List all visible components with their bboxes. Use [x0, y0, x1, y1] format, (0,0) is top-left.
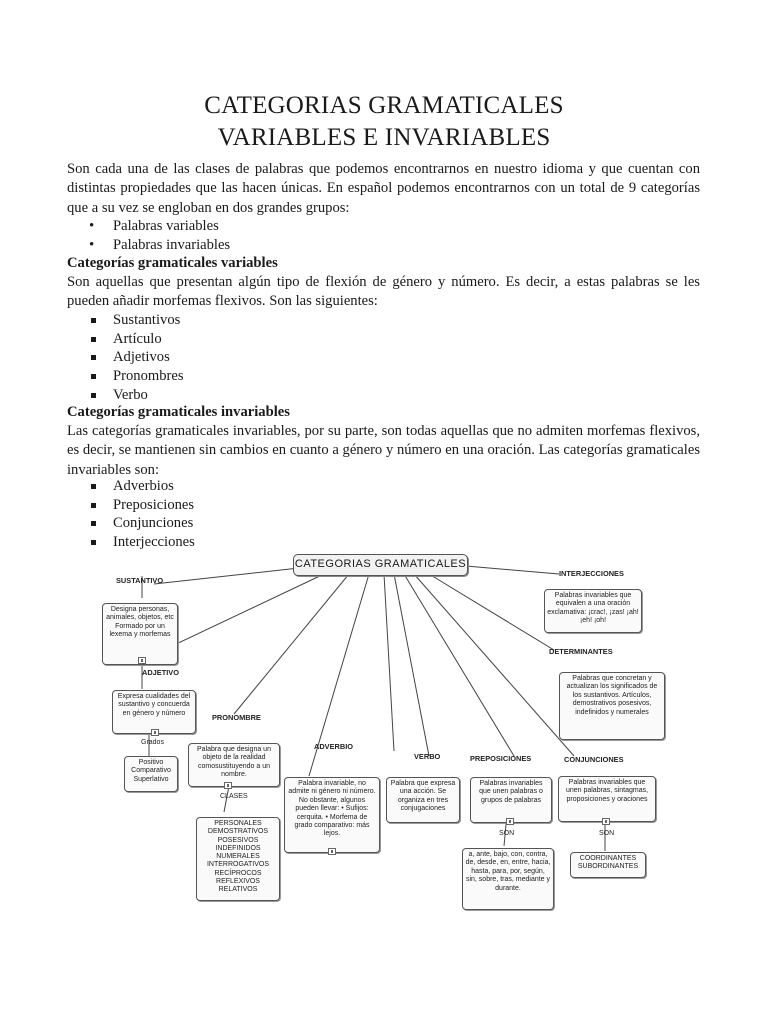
- sustantivo-label: SUSTANTIVO: [116, 576, 164, 585]
- pronombre-node: Palabra que designa un objeto de la realidad comosustituyendo a un nombre.: [188, 743, 280, 787]
- list-item: • Palabras variables: [67, 217, 230, 236]
- adjetivo-sub-label: Grados: [141, 739, 164, 746]
- list-item: Artículo: [67, 330, 184, 349]
- page-title-line2: VARIABLES E INVARIABLES: [217, 124, 551, 151]
- preposiciones-sub-label: SON: [499, 830, 515, 837]
- variables-paragraph: Son aquellas que presentan algún tipo de flexión de género y número. Es decir, a estas palabras se les pueden añadir morfemas flexivos. Son las siguientes:: [67, 274, 700, 310]
- list-item: Verbo: [67, 386, 184, 405]
- link-icon: [328, 848, 336, 855]
- invariables-list: [67, 477, 195, 552]
- variables-list: [67, 311, 184, 405]
- page-title-line1: CATEGORIAS GRAMATICALES: [204, 92, 564, 119]
- invariables-heading: Categorías gramaticales invariables: [67, 404, 290, 420]
- verbo-label: VERBO: [414, 752, 441, 761]
- preposiciones-list-node: a, ante, bajo, con, contra, de, desde, en, entre, hacia, hasta, para, por, según, sin, sobre, tras, mediante y durante.: [462, 848, 554, 910]
- adjetivo-node: Expresa cualidades del sustantivo y concuerda en género y número: [112, 690, 196, 734]
- pronombre-label: PRONOMBRE: [212, 713, 261, 722]
- invariables-paragraph: Las categorías gramaticales invariables, por su parte, son todas aquellas que no admiten morfemas flexivos, es decir, se mantienen sin cambios en cuanto a género y número en una oración. Las categorías gramaticales invariables son:: [67, 423, 700, 478]
- link-icon: [602, 818, 610, 825]
- link-icon: [224, 782, 232, 789]
- list-item: • Palabras invariables: [67, 236, 230, 255]
- interjecciones-node: Palabras invariables que equivalen a una oración exclamativa: ¡crac!, ¡zas! ¡ah! ¡eh! ¡oh!: [544, 589, 642, 633]
- pronombre-classes-node: PERSONALES DEMOSTRATIVOS POSESIVOS INDEFINIDOS NUMERALES INTERROGATIVOS RECÍPROCOS REFLEXIVOS RELATIVOS: [196, 817, 280, 901]
- concept-map: [94, 546, 674, 894]
- list-item: Adjetivos: [67, 348, 184, 367]
- conjunciones-label: CONJUNCIONES: [564, 755, 624, 764]
- intro-paragraph: Son cada una de las clases de palabras que podemos encontrarnos en nuestro idioma y que cuentan con distintas propiedades que las hacen únicas. En español podemos encontrarnos con un total de 9 categorías que a su vez se engloban en dos grandes grupos:: [67, 161, 700, 216]
- list-item: Preposiciones: [67, 496, 195, 515]
- conjunciones-list-node: COORDINANTES SUBORDINANTES: [570, 852, 646, 878]
- conjunciones-sub-label: SON: [599, 830, 615, 837]
- adjetivo-label: ADJETIVO: [142, 668, 179, 677]
- adjetivo-grades-node: Positivo Comparativo Superlativo: [124, 756, 178, 792]
- groups-list: [67, 217, 230, 254]
- adverbio-label: ADVERBIO: [314, 742, 354, 751]
- determinantes-label: DETERMINANTES: [549, 647, 613, 656]
- interjecciones-label: INTERJECCIONES: [559, 569, 624, 578]
- adverbio-node: Palabra invariable, no admite ni género ni número. No obstante, algunos pueden llevar: • Sufijos: cerquita. • Morfema de grado comparativo: más lejos.: [284, 777, 380, 853]
- preposiciones-node: Palabras invariables que unen palabras o grupos de palabras: [470, 777, 552, 823]
- list-item: Sustantivos: [67, 311, 184, 330]
- conjunciones-node: Palabras invariables que unen palabras, sintagmas, proposiciones y oraciones: [558, 776, 656, 822]
- determinantes-node: Palabras que concretan y actualizan los significados de los sustantivos. Artículos, demostrativos posesivos, indefinidos y numerales: [559, 672, 665, 740]
- list-item: Interjecciones: [67, 533, 195, 552]
- verbo-node: Palabra que expresa una acción. Se organiza en tres conjugaciones: [386, 777, 460, 823]
- list-item: Conjunciones: [67, 514, 195, 533]
- sustantivo-node: Designa personas, animales, objetos, etc Formado por un lexema y morfemas: [102, 603, 178, 665]
- link-icon: [138, 657, 146, 664]
- list-item: Pronombres: [67, 367, 184, 386]
- link-icon: [151, 729, 159, 736]
- pronombre-sub-label: CLASES: [220, 793, 248, 800]
- list-item: Adverbios: [67, 477, 195, 496]
- preposiciones-label: PREPOSICIONES: [470, 754, 532, 763]
- variables-heading: Categorías gramaticales variables: [67, 255, 278, 271]
- link-icon: [506, 818, 514, 825]
- map-root-node: CATEGORIAS GRAMATICALES: [293, 554, 468, 576]
